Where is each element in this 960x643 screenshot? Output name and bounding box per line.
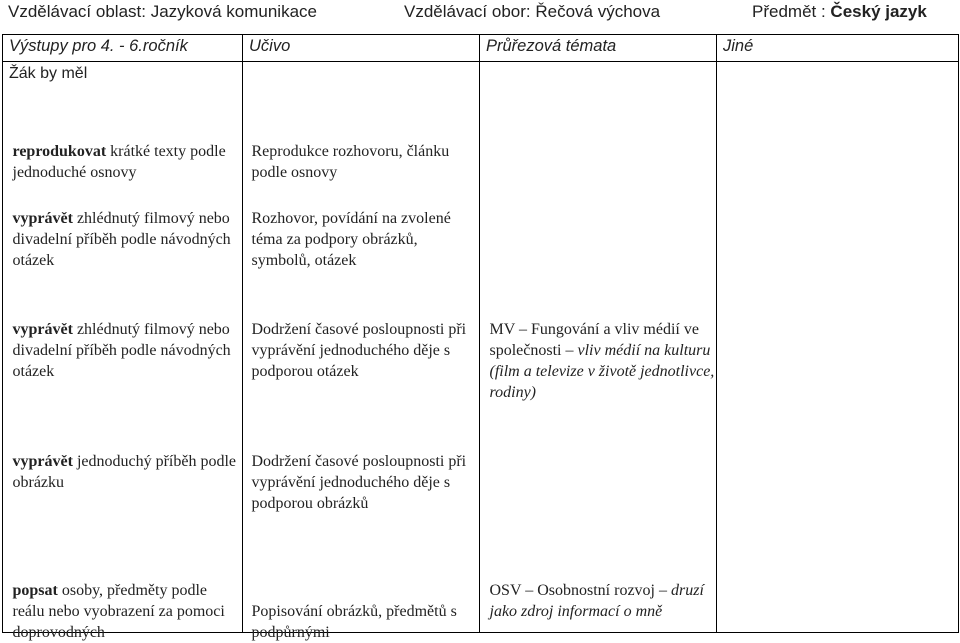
row-3-prurezova-italic: vliv médií na kulturu (film a televize v životě jednotlivce, rodiny)	[489, 341, 715, 401]
col-header-prurezova: Průřezová témata	[480, 35, 717, 62]
row-3-vystup	[13, 319, 241, 382]
curriculum-table	[2, 34, 959, 641]
row-3-keyword: vyprávět	[12, 320, 73, 338]
row-1-keyword: reprodukovat	[12, 142, 107, 160]
header-predmet-label: Předmět :	[752, 2, 831, 21]
row-1-vystup	[13, 141, 241, 183]
row-1-ucivo: Reprodukce rozhovoru, článku podle osnovy	[251, 142, 450, 181]
row-4-keyword: vyprávět	[12, 452, 73, 470]
row-5-keyword: popsat	[12, 581, 58, 599]
row-5-rest: osoby, předměty podle reálu nebo vyobrazení za pomoci doprovodných	[12, 581, 225, 641]
row-3-prurezova-plain: MV – Fungování a vliv médií ve společnosti –	[489, 320, 699, 359]
row-3-prurezova	[490, 319, 716, 403]
col-header-ucivo: Učivo	[243, 35, 480, 62]
row-4-rest: jednoduchý příběh podle obrázku	[12, 452, 237, 491]
row-4-vystup	[13, 451, 241, 493]
zak-by-mel: Žák by měl	[9, 65, 88, 82]
row-2-rest: zhlédnutý filmový nebo divadelní příběh podle návodných otázek	[12, 209, 231, 269]
row-5-ucivo: Popisování obrázků, předmětů s podpůrnými	[251, 602, 457, 641]
header-obor: Vzdělávací obor: Řečová výchova	[404, 2, 661, 21]
row-5-prurezova-italic: druzí jako zdroj informací o mně	[489, 581, 704, 620]
row-4-ucivo: Dodržení časové posloupnosti při vyprávění jednoduchého děje s podporou obrázků	[251, 452, 467, 512]
header-predmet-value: Český jazyk	[830, 2, 927, 21]
col-jine	[717, 62, 959, 633]
col-prurezova	[480, 62, 717, 633]
col-header-jine: Jiné	[717, 35, 959, 62]
table-body-row	[3, 62, 959, 633]
column-header-row	[3, 35, 959, 62]
col-vystupy	[3, 62, 243, 641]
col-ucivo	[243, 62, 480, 641]
header-predmet	[752, 2, 927, 26]
row-5-vystup	[12, 580, 241, 641]
row-2-keyword: vyprávět	[12, 209, 73, 227]
row-5-prurezova	[490, 580, 716, 622]
col-header-vystupy: Výstupy pro 4. - 6.ročník	[3, 35, 243, 62]
row-5-prurezova-plain: OSV – Osobnostní rozvoj –	[489, 581, 671, 599]
row-2-vystup	[13, 208, 241, 271]
header-oblast: Vzdělávací oblast: Jazyková komunikace	[8, 2, 317, 21]
row-3-ucivo: Dodržení časové posloupnosti při vyprávění jednoduchého děje s podporou otázek	[251, 320, 467, 380]
row-1-rest: krátké texty podle jednoduché osnovy	[12, 142, 226, 181]
row-3-rest: zhlédnutý filmový nebo divadelní příběh podle návodných otázek	[12, 320, 231, 380]
row-2-ucivo: Rozhovor, povídání na zvolené téma za podpory obrázků, symbolů, otázek	[251, 209, 451, 269]
